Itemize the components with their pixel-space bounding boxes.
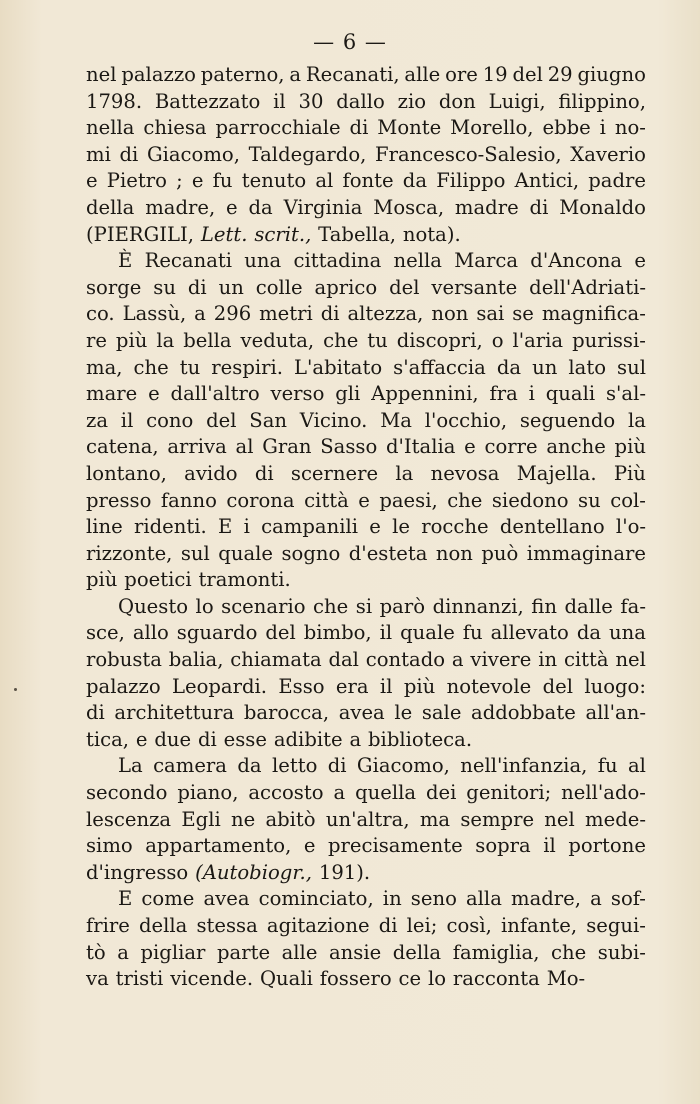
text-line: E come avea cominciato, in seno alla madre, a sof-	[118, 887, 646, 911]
text-line: di architettura barocca, avea le sale addobbate all'an-	[86, 701, 646, 725]
body-text	[86, 62, 646, 993]
text-line: co. Lassù, a 296 metri di altezza, non sai se magnifica-	[86, 302, 646, 326]
text-line: nel palazzo paterno, a Recanati, alle ore 19 del 29 giugno	[86, 63, 646, 86]
paragraph	[86, 248, 646, 594]
text-line: d'ingresso (Autobiogr., 191).	[86, 860, 371, 884]
text-line: line ridenti. E i campanili e le rocche dentellano l'o-	[86, 515, 646, 539]
text-line: palazzo Leopardi. Esso era il più notevole del luogo:	[86, 674, 646, 698]
paragraph	[86, 886, 646, 992]
text-line: sce, allo sguardo del bimbo, il quale fu allevato da una	[86, 621, 646, 645]
text-line: presso fanno corona città e paesi, che siedono su col-	[86, 488, 646, 512]
text-line: sorge su di un colle aprico del versante dell'Adriati-	[86, 275, 646, 299]
text-line: della madre, e da Virginia Mosca, madre di Monaldo	[86, 195, 646, 219]
text-line: mi di Giacomo, Taldegardo, Francesco-Salesio, Xaverio	[86, 142, 646, 166]
paper-speck	[14, 688, 17, 691]
text-line: Questo lo scenario che si parò dinnanzi, fin dalle fa-	[118, 594, 646, 618]
page-number: — 6 —	[313, 30, 387, 54]
text-line: nella chiesa parrocchiale di Monte Morello, ebbe i no-	[86, 116, 646, 140]
text-line: rizzonte, sul quale sogno d'esteta non può immaginare	[86, 541, 646, 565]
text-line: (PIERGILI, Lett. scrit., Tabella, nota).	[86, 222, 461, 246]
text-line: lescenza Egli ne abitò un'altra, ma sempre nel mede-	[86, 807, 646, 831]
text-line: La camera da letto di Giacomo, nell'infanzia, fu al	[118, 754, 646, 778]
text-line: 1798. Battezzato il 30 dallo zio don Luigi, filippino,	[86, 89, 646, 113]
text-line: za il cono del San Vicino. Ma l'occhio, seguendo la	[86, 408, 646, 432]
text-line: frire della stessa agitazione di lei; così, infante, segui-	[86, 914, 646, 937]
text-line: tò a pigliar parte alle ansie della famiglia, che subi-	[86, 940, 646, 964]
text-line: e Pietro ; e fu tenuto al fonte da Filippo Antici, padre	[86, 169, 646, 193]
paragraph	[86, 594, 646, 754]
text-line: È Recanati una cittadina nella Marca d'Ancona e	[118, 249, 646, 273]
text-line: mare e dall'altro verso gli Appennini, fra i quali s'al-	[86, 382, 646, 406]
text-line: catena, arriva al Gran Sasso d'Italia e corre anche più	[86, 435, 646, 459]
text-line: re più la bella veduta, che tu discopri, o l'aria purissi-	[86, 328, 646, 352]
text-line: simo appartamento, e precisamente sopra il portone	[86, 834, 646, 858]
text-line: va tristi vicende. Quali fossero ce lo racconta Mo-	[86, 967, 586, 991]
text-line: secondo piano, accosto a quella dei genitori; nell'ado-	[86, 781, 646, 805]
text-line: lontano, avido di scernere la nevosa Majella. Più	[86, 461, 646, 485]
text-line: più poetici tramonti.	[86, 568, 291, 592]
paragraph	[86, 62, 646, 248]
text-line: robusta balia, chiamata dal contado a vivere in città nel	[86, 648, 646, 672]
text-line: ma, che tu respiri. L'abitato s'affaccia da un lato sul	[86, 355, 646, 379]
paragraph	[86, 753, 646, 886]
text-line: tica, e due di esse adibite a biblioteca.	[86, 727, 473, 751]
